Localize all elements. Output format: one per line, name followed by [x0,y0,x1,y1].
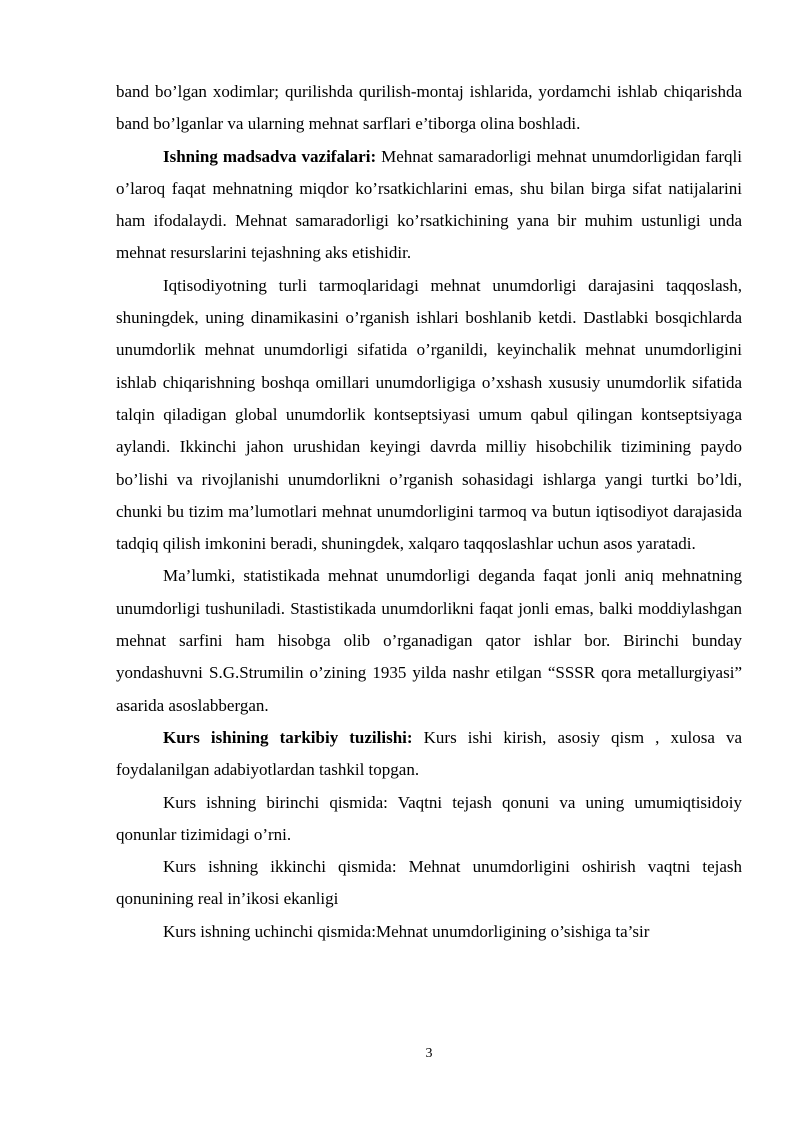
paragraph-productivity-comparison [116,270,742,561]
paragraph-lead: Ishning madsadva vazifalari: [163,146,377,166]
paragraph-text: Ma’lumki, statistikada mehnat unumdorligi deganda faqat jonli aniq mehnatning unumdorligi tushuniladi. Stastistikada unumdorlikni faqat jonli emas, balki moddiylashgan mehnat sarfini ham hisobga olib o’rganadigan qator ishlar bor. Birinchi bunday yondashuvni S.G.Strumilin o’zining 1935 yilda nashr etilgan “SSSR qora metallurgiyasi” asarida asoslabbergan. [116,566,742,715]
paragraph-statistics [116,560,742,721]
paragraph-structure [116,722,742,787]
page-number: 3 [425,1046,433,1061]
paragraph-text: Kurs ishning uchinchi qismida:Mehnat unumdorligining o’sishiga ta’sir [163,921,650,941]
paragraph-text: Kurs ishning ikkinchi qismida: Mehnat unumdorligini oshirish vaqtni tejash qonunining real in’ikosi ekanligi [116,857,742,909]
paragraph-part-one [116,787,742,852]
paragraph-text: Mehnat samaradorligi mehnat unumdorligidan farqli o’laroq faqat mehnatning miqdor ko’rsatkichlarini emas, shu bilan birga sifat natijalarini ham ifodalaydi. Mehnat samaradorligi ko’rsatkichining yana bir muhim ustunligi unda mehnat resurslarini tejashning aks etishidir. [116,146,742,263]
paragraph-text: Kurs ishning birinchi qismida: Vaqtni tejash qonuni va uning umumiqtisidoiy qonunlar tizimidagi o’rni. [116,792,742,844]
paragraph-lead: Kurs ishining tarkibiy tuzilishi: [163,727,413,747]
paragraph-part-two [116,851,742,916]
paragraph-text: band bo’lgan xodimlar; qurilishda qurilish-montaj ishlarida, yordamchi ishlab chiqarishda band bo’lganlar va ularning mehnat sarflari e’tiborga olina boshladi. [116,82,742,134]
paragraph-goals [116,141,742,270]
document-body [116,76,742,948]
paragraph-part-three [116,916,742,948]
paragraph-text: Kurs ishi kirish, asosiy qism , xulosa va foydalanilgan adabiyotlardan tashkil topgan. [116,727,742,780]
paragraph-continuation [116,76,742,141]
paragraph-text: Iqtisodiyotning turli tarmoqlaridagi mehnat unumdorligi darajasini taqqoslash, shuningdek, uning dinamikasini o’rganish ishlari boshlanib ketdi. Dastlabki bosqichlarda unumdorlik mehnat unumdorligi sifatida o’rganildi, keyinchalik mehnat unumdorligini ishlab chiqarishning boshqa omillari unumdorligiga o’xshash xususiy unumdorlik sifatida talqin qiladigan global unumdorlik kontseptsiyasi umum qabul qilingan kontseptsiyaga aylandi. Ikkinchi jahon urushidan keyingi davrda milliy hisobchilik tizimining paydo bo’lishi va rivojlanishi unumdorlikni o’rganish sohasidagi ishlarga yangi turtki bo’ldi, chunki bu tizim ma’lumotlari mehnat unumdorligini tarmoq va butun iqtisodiyot darajasida tadqiq qilish imkonini beradi, shuningdek, xalqaro taqqoslashlar uchun asos yaratadi. [116,275,742,554]
